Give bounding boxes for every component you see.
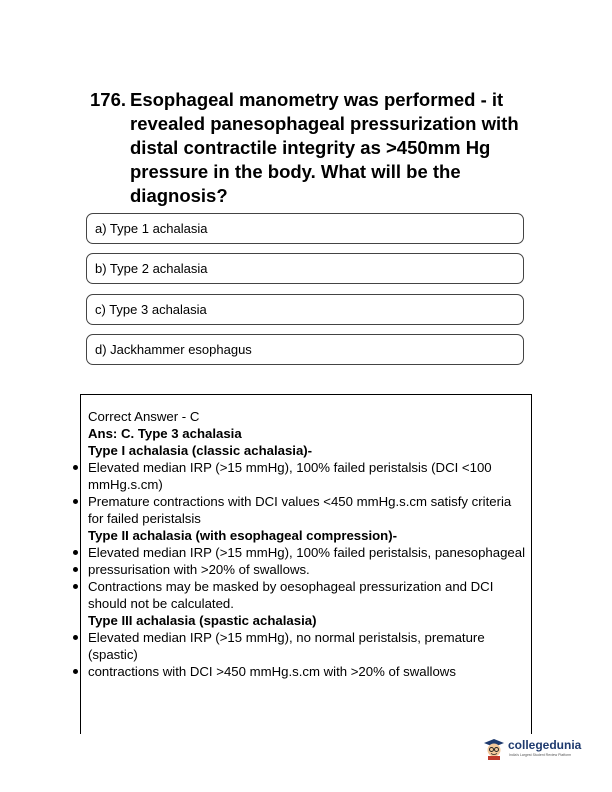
option-a[interactable]: a) Type 1 achalasia (86, 213, 524, 244)
type2-bullet-1: Elevated median IRP (>15 mmHg), 100% failed peristalsis, panesophageal (88, 544, 528, 561)
type1-bullet-2: Premature contractions with DCI values <450 mmHg.s.cm satisfy criteria for failed peristalsis (88, 493, 528, 527)
question-text: Esophageal manometry was performed - it revealed panesophageal pressurization with distal contractile integrity as >450mm Hg pressure in the body. What will be the diagnosis? (130, 89, 519, 206)
answer-heading: Ans: C. Type 3 achalasia (88, 426, 242, 441)
question-number: 176. (90, 89, 127, 110)
type3-bullet-1: Elevated median IRP (>15 mmHg), no normal peristalsis, premature (spastic) (88, 629, 528, 663)
type2-heading: Type II achalasia (with esophageal compression)- (88, 528, 398, 543)
type1-bullet-1: Elevated median IRP (>15 mmHg), 100% failed peristalsis (DCI <100 mmHg.s.cm) (88, 459, 528, 493)
option-b[interactable]: b) Type 2 achalasia (86, 253, 524, 284)
logo-wordmark: collegedunia (508, 738, 582, 752)
type3-heading: Type III achalasia (spastic achalasia) (88, 613, 317, 628)
option-c[interactable]: c) Type 3 achalasia (86, 294, 524, 325)
answer-explanation (88, 408, 528, 680)
correct-answer-label: Correct Answer - C (88, 409, 200, 424)
graduate-mascot-icon (482, 736, 506, 760)
type2-bullet-3: Contractions may be masked by oesophageal pressurization and DCI should not be calculated. (88, 578, 528, 612)
logo-tagline: India's Largest Student Review Platform (509, 753, 572, 757)
type3-bullet-2: contractions with DCI >450 mmHg.s.cm with >20% of swallows (88, 663, 528, 680)
type2-bullet-2: pressurisation with >20% of swallows. (88, 561, 528, 578)
option-d[interactable]: d) Jackhammer esophagus (86, 334, 524, 365)
type1-heading: Type I achalasia (classic achalasia)- (88, 443, 313, 458)
collegedunia-logo[interactable] (482, 736, 582, 766)
